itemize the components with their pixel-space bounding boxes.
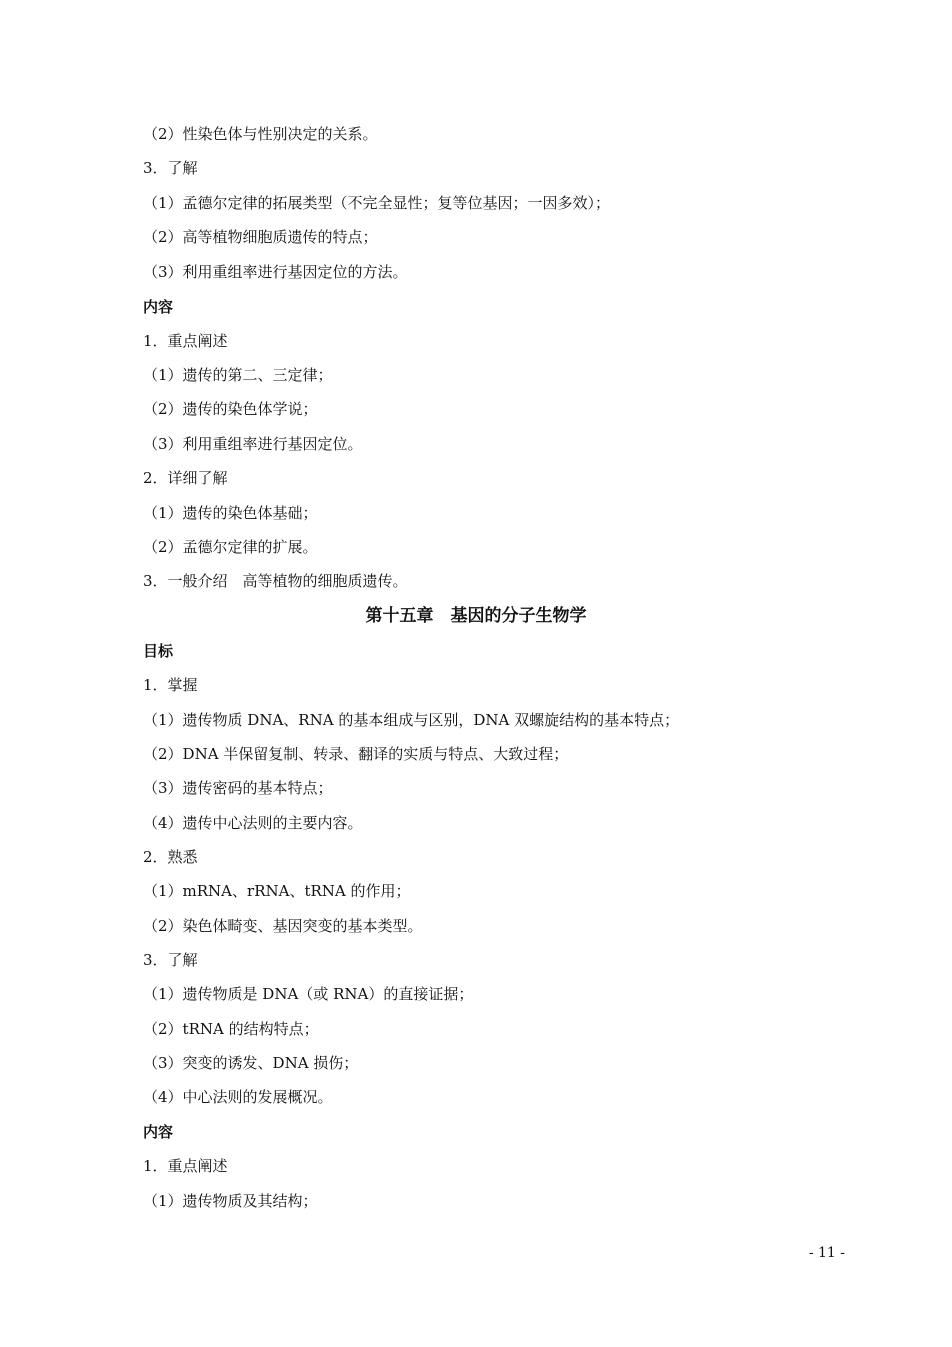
text-line: （1）遗传的染色体基础； xyxy=(143,504,318,522)
text-line: （2）性染色体与性别决定的关系。 xyxy=(143,125,378,143)
text-line: （2）tRNA 的结构特点； xyxy=(143,1020,319,1038)
text-line: （3）遗传密码的基本特点； xyxy=(143,779,333,797)
page-number: - 11 - xyxy=(808,1245,845,1261)
text-line: （2）孟德尔定律的扩展。 xyxy=(143,538,318,556)
text-line: 1．重点阐述 xyxy=(143,1157,228,1175)
text-line: （1）遗传物质及其结构； xyxy=(143,1192,318,1210)
text-line: 3．一般介绍 高等植物的细胞质遗传。 xyxy=(143,572,408,590)
text-line: （1）遗传物质 DNA、RNA 的基本组成与区别，DNA 双螺旋结构的基本特点； xyxy=(143,711,680,729)
content-heading: 内容 xyxy=(143,1123,174,1141)
text-line: （4）中心法则的发展概况。 xyxy=(143,1088,333,1106)
text-line: 2．熟悉 xyxy=(143,848,198,866)
content-heading: 内容 xyxy=(143,298,174,316)
text-line: （2）DNA 半保留复制、转录、翻译的实质与特点、大致过程； xyxy=(143,745,569,763)
text-line: （3）利用重组率进行基因定位。 xyxy=(143,435,363,453)
text-line: （1）遗传的第二、三定律； xyxy=(143,366,333,384)
text-line: 3．了解 xyxy=(143,951,198,969)
chapter-title: 第十五章 基因的分子生物学 xyxy=(365,606,587,626)
text-line: （3）利用重组率进行基因定位的方法。 xyxy=(143,263,408,281)
goals-heading: 目标 xyxy=(143,642,174,660)
text-line: 1．掌握 xyxy=(143,676,198,694)
text-line: 1．重点阐述 xyxy=(143,332,228,350)
text-line: （2）高等植物细胞质遗传的特点； xyxy=(143,228,378,246)
text-line: （4）遗传中心法则的主要内容。 xyxy=(143,814,363,832)
text-line: （2）遗传的染色体学说； xyxy=(143,400,318,418)
text-line: （3）突变的诱发、DNA 损伤； xyxy=(143,1054,359,1072)
text-line: 3．了解 xyxy=(143,159,198,177)
text-line: （2）染色体畸变、基因突变的基本类型。 xyxy=(143,917,423,935)
text-line: （1）孟德尔定律的拓展类型（不完全显性；复等位基因；一因多效）； xyxy=(143,194,611,212)
text-line: （1）遗传物质是 DNA（或 RNA）的直接证据； xyxy=(143,985,474,1003)
text-line: 2．详细了解 xyxy=(143,469,228,487)
text-line: （1）mRNA、rRNA、tRNA 的作用； xyxy=(143,882,411,900)
